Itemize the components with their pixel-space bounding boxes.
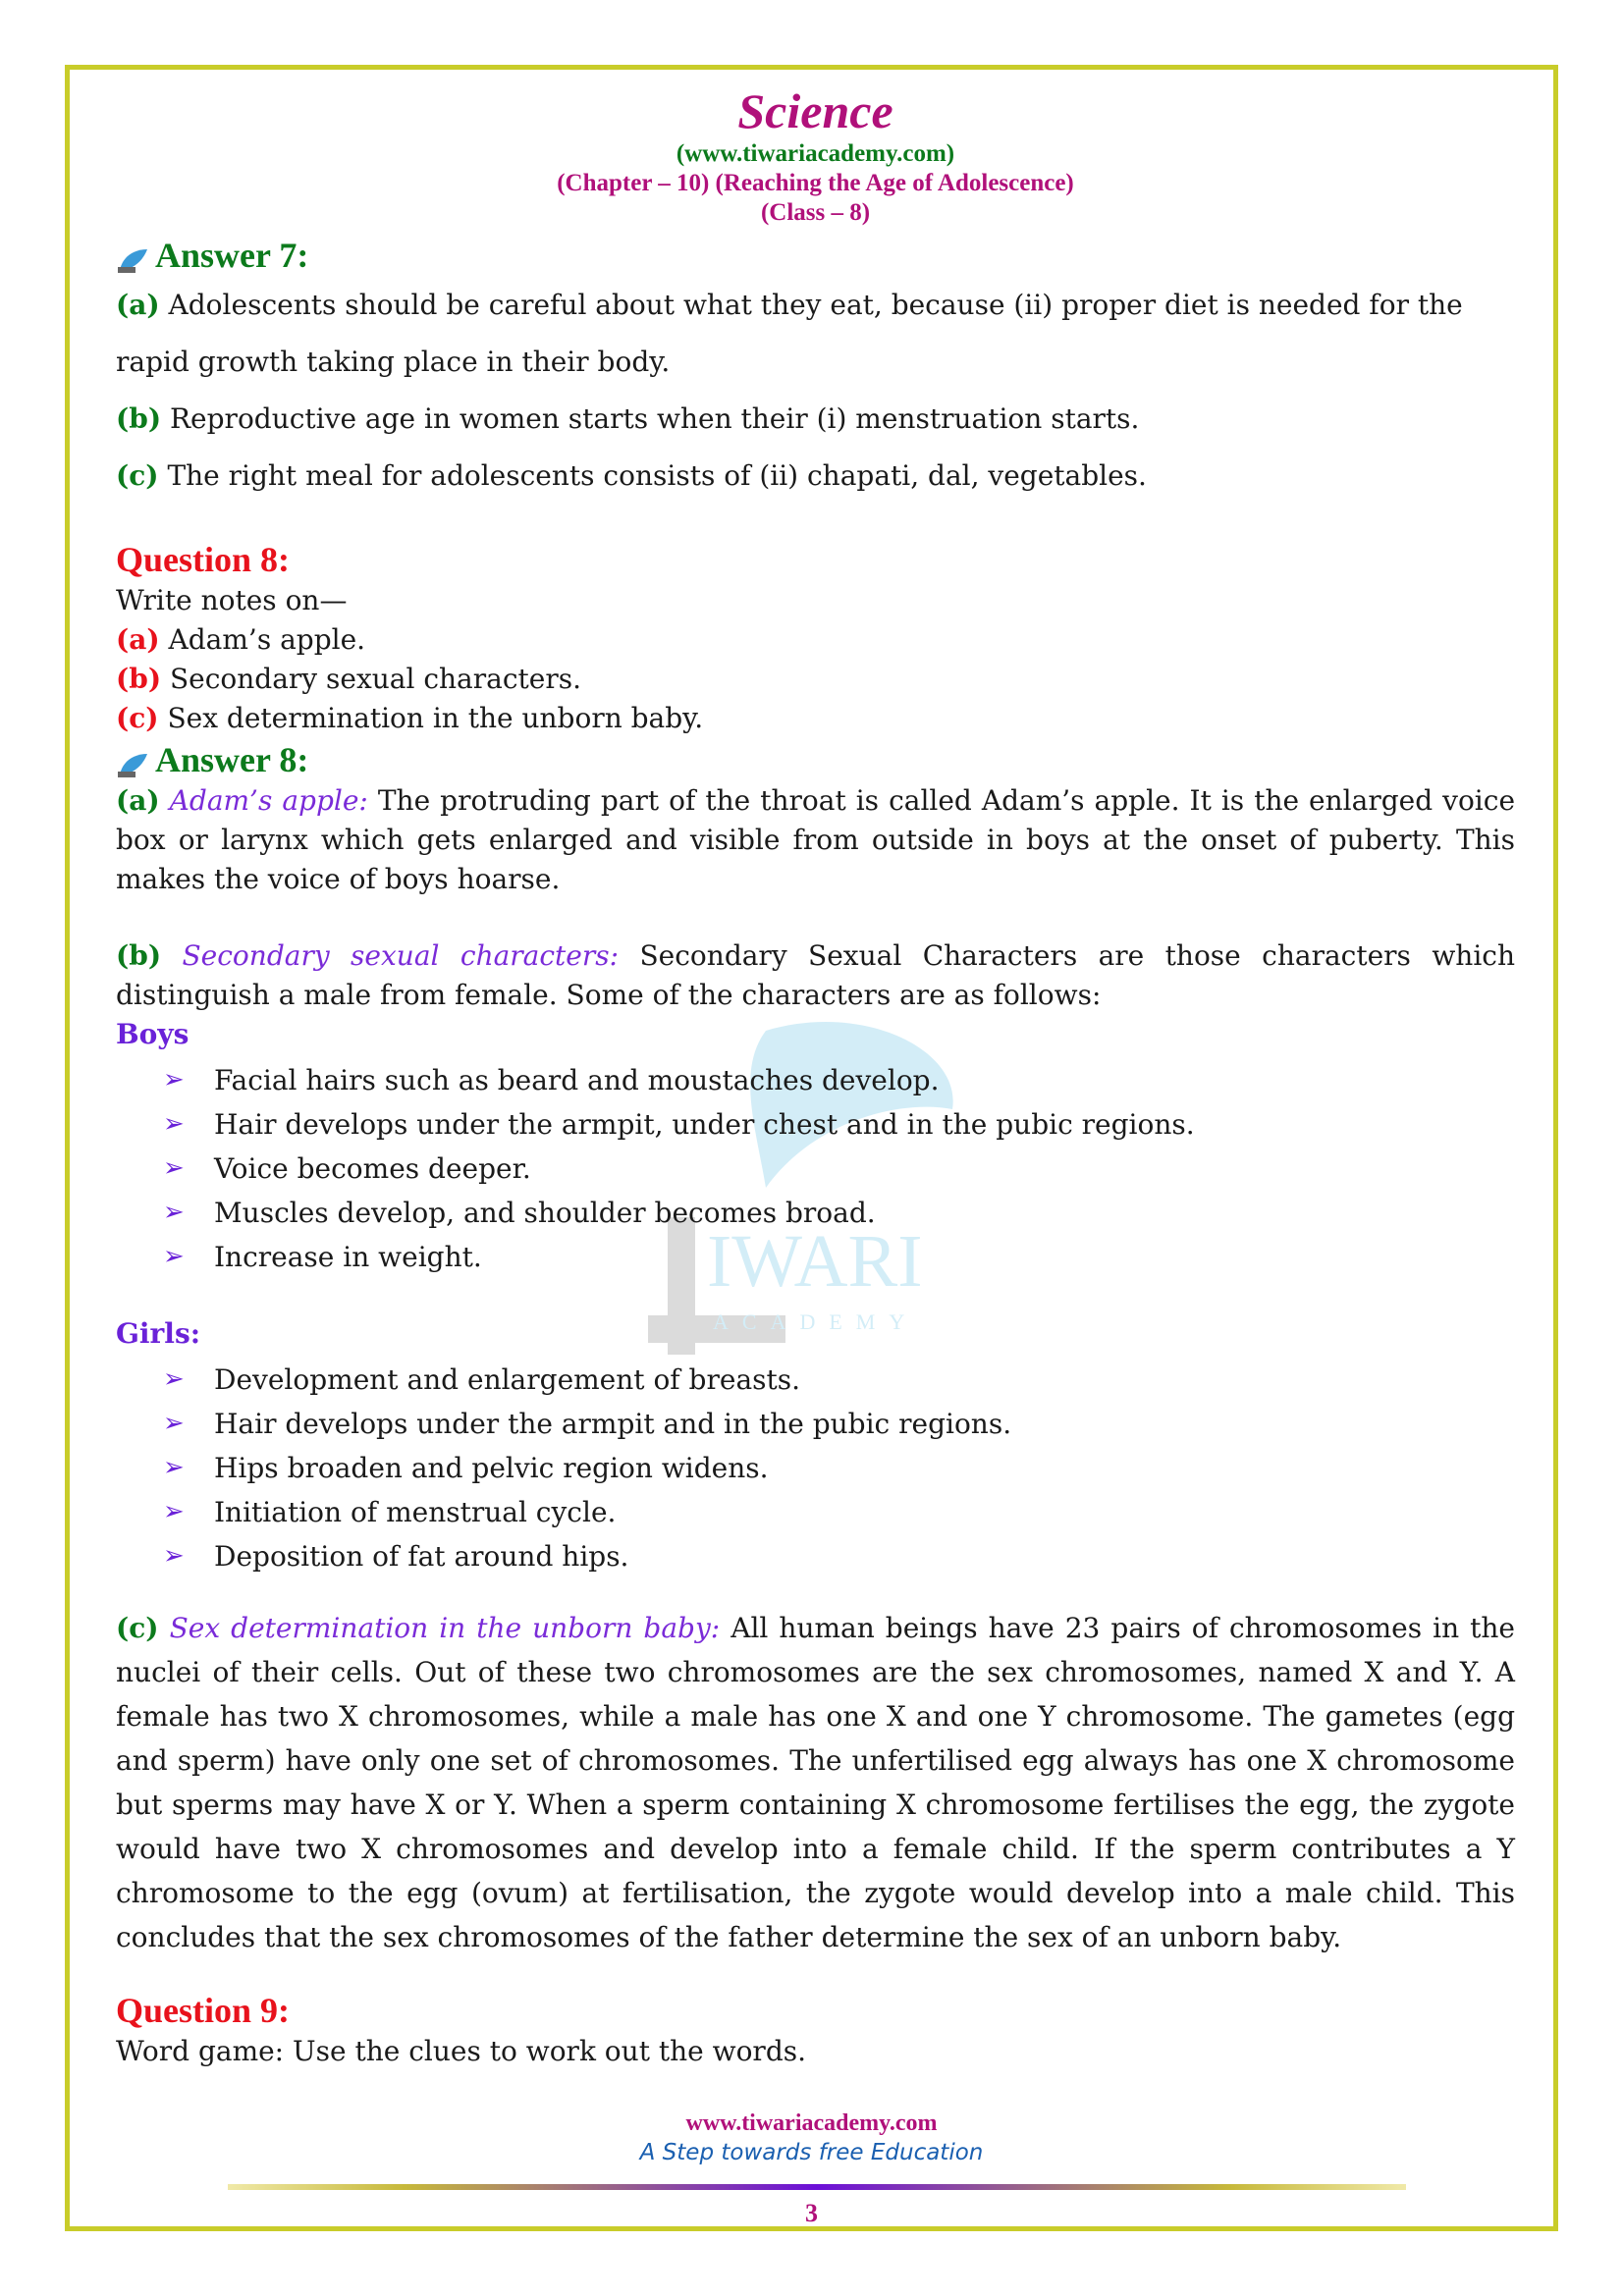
girls-list-item: ➢ Hips broaden and pelvic region widens. bbox=[163, 1446, 1515, 1490]
answer-7-label: Answer 7: bbox=[155, 236, 309, 275]
arrow-bullet-icon: ➢ bbox=[163, 1541, 185, 1571]
answer-7-b: (b) Reproductive age in women starts when their (i) menstruation starts. bbox=[116, 402, 1140, 435]
header-chapter: (Chapter – 10) (Reaching the Age of Adolescence) bbox=[557, 170, 1074, 196]
arrow-bullet-icon: ➢ bbox=[163, 1109, 185, 1139]
boys-list-item: ➢ Voice becomes deeper. bbox=[163, 1147, 1515, 1191]
arrow-bullet-icon: ➢ bbox=[163, 1153, 185, 1183]
boys-list bbox=[116, 1058, 1515, 1279]
arrow-bullet-icon: ➢ bbox=[163, 1453, 185, 1482]
arrow-bullet-icon: ➢ bbox=[163, 1364, 185, 1394]
girls-list-item: ➢ Initiation of menstrual cycle. bbox=[163, 1490, 1515, 1534]
question-8-heading: Question 8: bbox=[116, 540, 291, 579]
page-number: 3 bbox=[805, 2199, 818, 2227]
girls-list bbox=[116, 1358, 1515, 1578]
answer-7-c: (c) The right meal for adolescents consists of (ii) chapati, dal, vegetables. bbox=[116, 459, 1147, 492]
leaf-icon bbox=[116, 746, 149, 774]
arrow-bullet-icon: ➢ bbox=[163, 1065, 185, 1095]
girls-heading: Girls: bbox=[116, 1317, 201, 1350]
boys-list-item: ➢ Increase in weight. bbox=[163, 1235, 1515, 1279]
boys-list-item: ➢ Hair develops under the armpit, under chest and in the pubic regions. bbox=[163, 1102, 1515, 1147]
footer-divider bbox=[228, 2184, 1406, 2190]
question-8-c: (c) Sex determination in the unborn baby. bbox=[116, 702, 704, 734]
footer-url[interactable]: www.tiwariacademy.com bbox=[685, 2110, 938, 2136]
boys-list-item: ➢ Muscles develop, and shoulder becomes broad. bbox=[163, 1191, 1515, 1235]
leaf-icon bbox=[116, 241, 149, 269]
header-class: (Class – 8) bbox=[760, 199, 871, 226]
watermark-sub: ACADEMY bbox=[713, 1309, 919, 1334]
subject-title: Science bbox=[737, 83, 893, 138]
girls-list-item: ➢ Development and enlargement of breasts. bbox=[163, 1358, 1515, 1402]
arrow-bullet-icon: ➢ bbox=[163, 1497, 185, 1526]
boys-list-item: ➢ Facial hairs such as beard and moustaches develop. bbox=[163, 1058, 1515, 1102]
arrow-bullet-icon: ➢ bbox=[163, 1198, 185, 1227]
answer-8-heading bbox=[116, 738, 1515, 781]
page-header bbox=[116, 82, 1515, 228]
watermark-word: IWARI bbox=[707, 1220, 923, 1303]
boys-heading: Boys bbox=[116, 1018, 189, 1050]
question-8-a: (a) Adam’s apple. bbox=[116, 623, 366, 656]
answer-7-heading bbox=[116, 234, 1515, 277]
answer-8-label: Answer 8: bbox=[155, 740, 309, 779]
answer-8-c: (c) Sex determination in the unborn baby: All human beings have 23 pairs of chromosomes in the nuclei of their cells. Out of these two chromosomes are the sex chromosomes, named X and Y. A female has two X chromosomes, while a male has one X and one Y chromosome. The gametes (egg and sperm) have only one set of chromosomes. The unfertilised egg always has one X chromosome but sperms may have X or Y. When a sperm containing X chromosome fertilises the egg, the zygote would have two X chromosomes and develop into a female child. If the sperm contributes a Y chromosome to the egg (ovum) at fertilisation, the zygote would develop into a male child. This concludes that the sex chromosomes of the father determine the sex of an unborn baby. bbox=[116, 1612, 1515, 1953]
girls-list-item: ➢ Hair develops under the armpit and in the pubic regions. bbox=[163, 1402, 1515, 1446]
answer-7-a: (a) Adolescents should be careful about what they eat, because (ii) proper diet is needed for the rapid growth taking place in their body. bbox=[116, 289, 1463, 378]
page-content bbox=[116, 79, 1515, 2071]
answer-8-b: (b) Secondary sexual characters: Secondary Sexual Characters are those characters which distinguish a male from female. Some of the characters are as follows: bbox=[116, 939, 1515, 1011]
arrow-bullet-icon: ➢ bbox=[163, 1409, 185, 1438]
question-8-intro: Write notes on— bbox=[116, 584, 348, 616]
question-9-text: Word game: Use the clues to work out the words. bbox=[116, 2035, 807, 2067]
girls-list-item: ➢ Deposition of fat around hips. bbox=[163, 1534, 1515, 1578]
question-8-b: (b) Secondary sexual characters. bbox=[116, 663, 581, 695]
question-9-heading: Question 9: bbox=[116, 1991, 291, 2030]
header-url: (www.tiwariacademy.com) bbox=[676, 140, 955, 167]
answer-8-a: (a) Adam’s apple: The protruding part of the throat is called Adam’s apple. It is the enlarged voice box or larynx which gets enlarged and visible from outside in boys at the onset of puberty. This makes the voice of boys hoarse. bbox=[116, 784, 1516, 895]
arrow-bullet-icon: ➢ bbox=[163, 1242, 185, 1271]
footer-tagline: A Step towards free Education bbox=[639, 2140, 984, 2165]
